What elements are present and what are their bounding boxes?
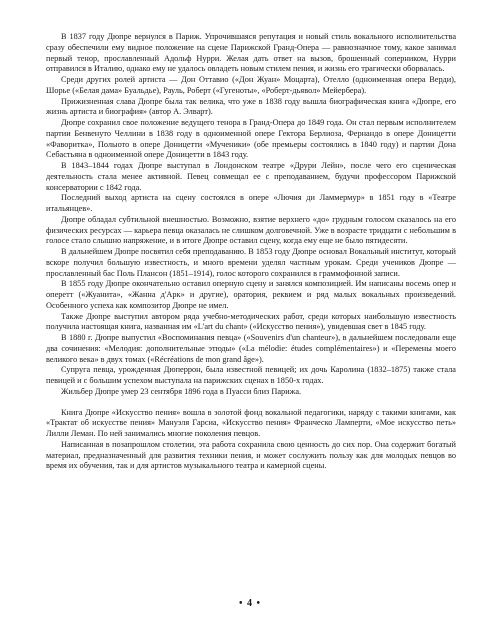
paragraph: Книга Дюпре «Искусство пения» вошла в золотой фонд вокальной педагогики, наряду с такими книгами, как «Трактат об искусстве пения» Мануэля Гарсиа, «Искусство пения» Франческо Ламперти, «Мое искусство петь» Лилли Леман. По ней занимались многие поколения певцов. bbox=[46, 407, 456, 438]
paragraph: Супруга певца, урожденная Дюперрон, была известной певицей; их дочь Каролина (1832–1875) также стала певицей и с большим успехом выступала на парижских сценах в 1850-х годах. bbox=[46, 365, 456, 385]
paragraph: Прижизненная слава Дюпре была так велика, что уже в 1838 году вышла биографическая книга «Дюпре, его жизнь артиста и биография» (автор А. Элварт). bbox=[46, 96, 456, 117]
paragraph: Последний выход артиста на сцену состоялся в опере «Лючия ди Ламмермур» в 1851 году в «Театре итальянцев». bbox=[46, 193, 456, 213]
paragraph: В 1843–1844 годах Дюпре выступал в Лондонском театре «Друри Лейн», после чего его сценическая деятельность стала менее активной. Певец совмещал ее с преподаванием, будучи профессором Парижской консерватории с 1842 года. bbox=[46, 161, 456, 192]
paragraph: Среди других ролей артиста — Дон Оттавио («Дон Жуан» Моцарта), Отелло (одноименная опера Верди), Шорье («Белая дама» Буальдье), Рауль, Роберт («Гугеноты», «Роберт-дьявол» Мейербера). bbox=[46, 75, 456, 95]
paragraph: В 1880 г. Дюпре выпустил «Воспоминания певца» («Souvenirs d'un chanteur»), в дальнейшем последовали еще два сочинения: «Мелодия: дополнительные этюды» («La mélodie: études complémentaires») и «Перемены моего великого века» в двух томах («Récréations de mon grand âge»). bbox=[46, 333, 456, 364]
page-number: • 4 • bbox=[238, 598, 261, 609]
text-block-top bbox=[46, 32, 456, 398]
paragraph: Также Дюпре выступил автором ряда учебно-методических работ, среди которых наибольшую известность получила настоящая книга, названная им «L'art du chant» («Искусство пения»), увидевшая свет в 1845 году. bbox=[46, 311, 456, 332]
paragraph: В 1837 году Дюпре вернулся в Париж. Упрочившаяся репутация и новый стиль вокального исполнительства сразу обеспечили ему видное положение на сцене Парижской Гранд-Опера — равнозначное тому, какое занимал первый тенор, прославленный Адольф Нурри. Желая дать ответ на вызов, брошенный соперником, Нурри отправился в Италию, однако ему не удалось овладеть новым стилем пения, и жизнь его трагически оборвалась. bbox=[46, 32, 456, 74]
paragraph: В дальнейшем Дюпре посвятил себя преподаванию. В 1853 году Дюпре основал Вокальный институт, который вскоре получил большую известность, и много времени уделял частным урокам. Среди учеников Дюпре — прославленный бас Поль Плансон (1851–1914), голос которого сохранился в граммофонной записи. bbox=[46, 247, 456, 278]
text-block-bottom bbox=[46, 408, 456, 473]
section-gap bbox=[46, 398, 456, 408]
paragraph: Дюпре сохранил свое положение ведущего тенора в Гранд-Опера до 1849 года. Он стал первым исполнителем партии Бенвенуто Челлини в 1838 году в одноименной опере Гектора Берлиоза, Фернандо в опере Доницетти «Фаворитка», Полыото в опере Доницетти «Мученики» (обе премьеры состоялись в 1840 году) и партии Дона Себастьяна в одноименной опере Доницетти в 1843 году. bbox=[46, 118, 456, 160]
paragraph: Дюпре обладал субтильной внешностью. Возможно, взятие верхнего «до» грудным голосом сказалось на его физических ресурсах — карьера певца оказалась не слишком долговечной. Уже в возрасте тридцати с небольшим в голосе стало слышно напряжение, и в итоге Дюпре оставил сцену, когда ему еще не было пятидесяти. bbox=[46, 214, 456, 246]
paragraph: В 1855 году Дюпре окончательно оставил оперную сцену и занялся композицией. Им написаны восемь опер и оперетт («Жуанита», «Жанна д'Арк» и другие), оратория, реквием и ряд малых вокальных произведений. Особенного успеха как композитор Дюпре не имел. bbox=[46, 279, 456, 310]
paragraph: Написанная в позапрошлом столетии, эта работа сохранила свою ценность до сих пор. Она содержит богатый материал, предназначенный для развития техники пения, и может сослужить пользу как для молодых певцов во время их обучения, так и для артистов музыкального театра и камерной сцены. bbox=[46, 439, 456, 471]
paragraph: Жильбер Дюпре умер 23 сентября 1896 года в Пуасси близ Парижа. bbox=[61, 386, 302, 396]
